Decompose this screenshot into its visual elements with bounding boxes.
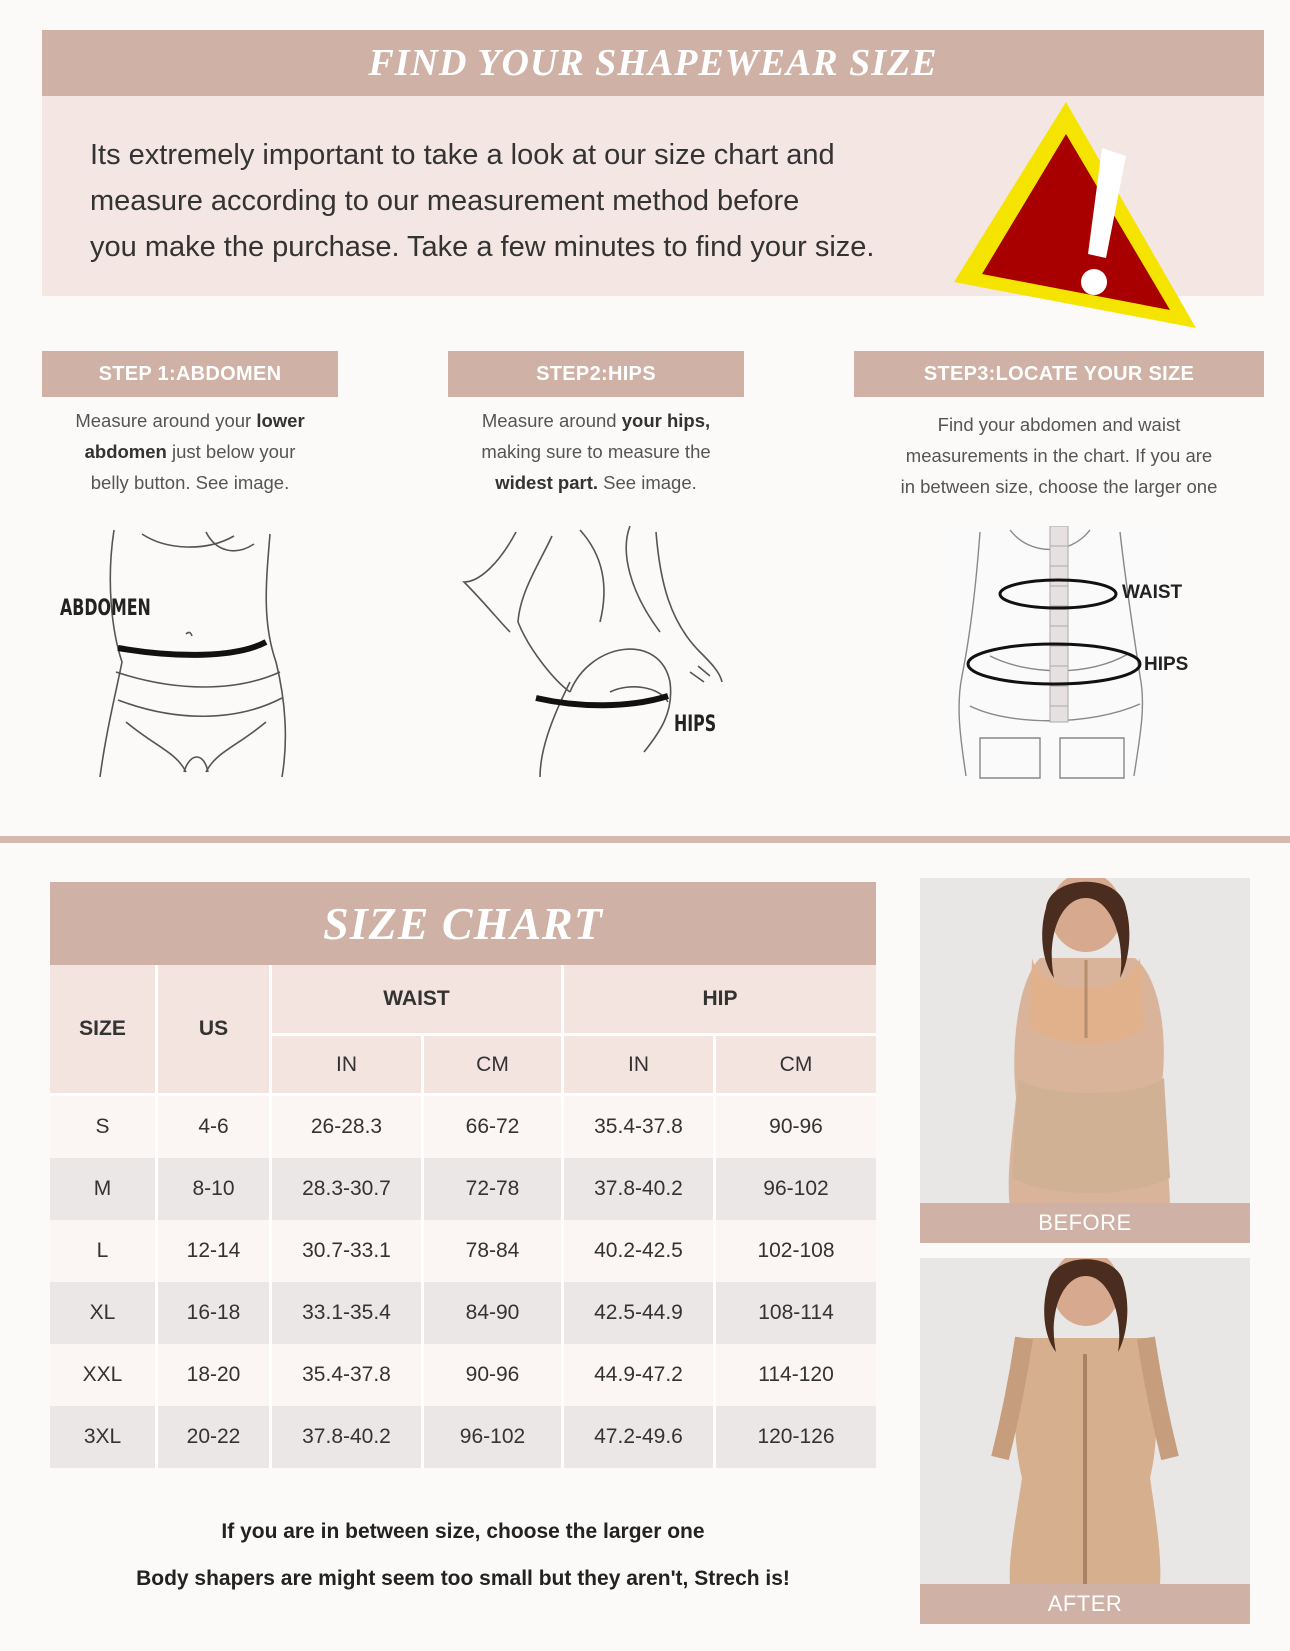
step-2-text-bold: your hips, (621, 410, 711, 431)
step-2-text-line: making sure to measure the (481, 441, 711, 462)
step-1-text (42, 405, 338, 498)
table-cell: 4-6 (158, 1096, 272, 1158)
table-cell: 8-10 (158, 1158, 272, 1220)
size-note-1: If you are in between size, choose the larger one (221, 1520, 705, 1543)
table-cell: 40.2-42.5 (564, 1220, 716, 1282)
waist-header: WAIST (272, 965, 564, 1036)
table-cell: 16-18 (158, 1282, 272, 1344)
size-header: SIZE (50, 965, 158, 1096)
step-1-text-line: just below your (166, 441, 296, 462)
after-photo (920, 1258, 1250, 1584)
step-1-title (42, 351, 338, 397)
hip-in-header: IN (564, 1036, 716, 1096)
table-cell: 90-96 (424, 1344, 564, 1406)
waist-hips-figure-illustration (950, 526, 1170, 788)
table-cell: 33.1-35.4 (272, 1282, 424, 1344)
step-3-text-line: Find your abdomen and waist (937, 414, 1181, 435)
step-2-title-text: STEP2:HIPS (536, 362, 656, 385)
table-cell: 35.4-37.8 (564, 1096, 716, 1158)
step-1-title-text: STEP 1:ABDOMEN (98, 362, 282, 385)
table-cell: 12-14 (158, 1220, 272, 1282)
table-cell: 72-78 (424, 1158, 564, 1220)
waist-figure-label: WAIST (1122, 582, 1183, 603)
us-header: US (158, 965, 272, 1096)
table-cell: 96-102 (716, 1158, 876, 1220)
step-2-text (448, 405, 744, 498)
step-3-title-text: STEP3:LOCATE YOUR SIZE (923, 362, 1195, 385)
table-cell: 66-72 (424, 1096, 564, 1158)
step-3-text-line: measurements in the chart. If you are (905, 445, 1213, 466)
table-cell: 20-22 (158, 1406, 272, 1468)
table-cell: 44.9-47.2 (564, 1344, 716, 1406)
page-title-banner (42, 30, 1264, 96)
size-chart-title: SIZE CHART (323, 898, 603, 949)
size-chart-title-banner (50, 882, 876, 965)
step-2-text-line: See image. (598, 472, 697, 493)
step-1-text-line: Measure around your (75, 410, 257, 431)
step-2-title (448, 351, 744, 397)
table-cell: 30.7-33.1 (272, 1220, 424, 1282)
table-row (50, 1344, 876, 1406)
table-cell: XXL (50, 1344, 158, 1406)
intro-line: measure according to our measurement method before (90, 185, 800, 217)
table-cell: 90-96 (716, 1096, 876, 1158)
waist-in-header: IN (272, 1036, 424, 1096)
hip-cm-header: CM (716, 1036, 876, 1096)
table-cell: 47.2-49.6 (564, 1406, 716, 1468)
after-label: AFTER (920, 1584, 1250, 1624)
table-cell: L (50, 1220, 158, 1282)
before-model-image (920, 878, 1250, 1208)
table-cell: 26-28.3 (272, 1096, 424, 1158)
table-cell: 78-84 (424, 1220, 564, 1282)
step-3-text-line: in between size, choose the larger one (900, 476, 1218, 497)
before-photo (920, 878, 1250, 1208)
table-cell: 3XL (50, 1406, 158, 1468)
step-3-text (854, 409, 1264, 502)
table-row (50, 1220, 876, 1282)
table-cell: 37.8-40.2 (272, 1406, 424, 1468)
step-1-text-line: belly button. See image. (90, 472, 290, 493)
step-3-title (854, 351, 1264, 397)
table-cell: 18-20 (158, 1344, 272, 1406)
table-row (50, 1282, 876, 1344)
table-row (50, 1096, 876, 1158)
page-title: FIND YOUR SHAPEWEAR SIZE (368, 42, 938, 84)
table-cell: 120-126 (716, 1406, 876, 1468)
table-cell: 108-114 (716, 1282, 876, 1344)
step-1-text-bold: lower (256, 410, 305, 431)
table-row (50, 1406, 876, 1468)
table-cell: 35.4-37.8 (272, 1344, 424, 1406)
table-cell: M (50, 1158, 158, 1220)
table-cell: XL (50, 1282, 158, 1344)
step-2-text-line: Measure around (481, 410, 622, 431)
hips-figure-label-step3: HIPS (1144, 654, 1189, 675)
hips-figure-illustration (460, 522, 740, 782)
intro-line: you make the purchase. Take a few minutes to find your size. (90, 231, 875, 263)
abdomen-figure-illustration (56, 522, 336, 782)
table-cell: 114-120 (716, 1344, 876, 1406)
before-label: BEFORE (920, 1203, 1250, 1243)
table-cell: 37.8-40.2 (564, 1158, 716, 1220)
intro-text (90, 132, 970, 270)
section-divider (0, 836, 1290, 843)
table-cell: 96-102 (424, 1406, 564, 1468)
intro-line: Its extremely important to take a look at our size chart and (90, 139, 835, 171)
waist-cm-header: CM (424, 1036, 564, 1096)
abdomen-figure-label: ABDOMEN (60, 596, 151, 621)
size-chart-table (50, 965, 876, 1468)
table-cell: 102-108 (716, 1220, 876, 1282)
step-1-text-bold: abdomen (84, 441, 167, 462)
table-cell: S (50, 1096, 158, 1158)
hips-figure-label: HIPS (674, 712, 717, 737)
table-cell: 28.3-30.7 (272, 1158, 424, 1220)
step-2-text-bold: widest part. (495, 472, 599, 493)
size-note-2: Body shapers are might seem too small but they aren't, Strech is! (136, 1567, 790, 1590)
table-cell: 42.5-44.9 (564, 1282, 716, 1344)
warning-icon (948, 96, 1208, 336)
hip-header: HIP (564, 965, 876, 1036)
table-cell: 84-90 (424, 1282, 564, 1344)
table-row (50, 1158, 876, 1220)
after-model-image (920, 1258, 1250, 1584)
